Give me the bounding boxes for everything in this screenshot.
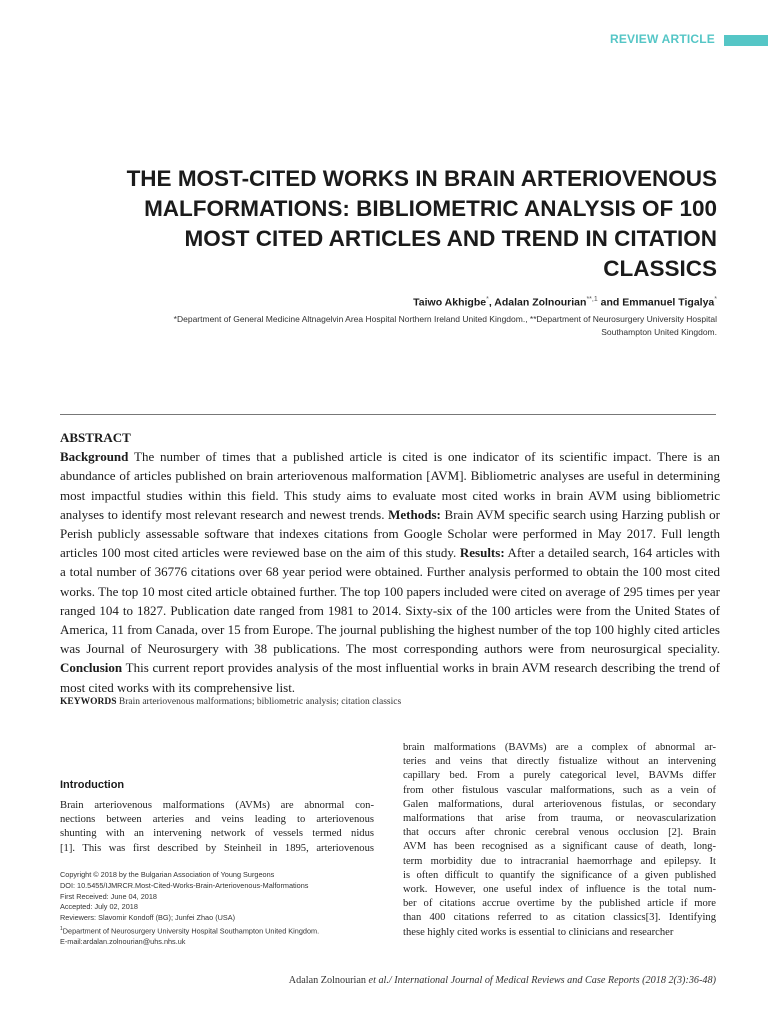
- title-line: MALFORMATIONS: BIBLIOMETRIC ANALYSIS OF 100: [144, 196, 717, 221]
- text-line: that occurs after chronic cerebral venous occlusion [2]. Brain: [403, 827, 716, 839]
- text-line: from other fistulous vascular malformations, such as a vein of: [403, 784, 716, 796]
- text-line: AVM has been recognised as a significant cause of death, long-: [403, 841, 716, 853]
- text-line: Brain arteriovenous malformations (AVMs) are abnormal con-: [60, 800, 374, 811]
- text-line: is often difficult to quantify the significance of a given published: [403, 869, 716, 881]
- abstract-background-label: Background: [60, 449, 129, 465]
- title-line: MOST CITED ARTICLES AND TREND IN CITATION: [184, 226, 717, 251]
- author-name: Taiwo Akhigbe: [413, 296, 487, 309]
- text-line: than 400 citations referred to as citation classics[3]. Identifying: [403, 912, 716, 924]
- accepted-line: Accepted: July 02, 2018: [60, 902, 138, 912]
- author-name: Adalan Zolnourian: [494, 296, 587, 309]
- affiliation-line: *Department of General Medicine Altnagelvin Area Hospital Northern Ireland United Kingdom., **Department of Neurosurgery University Hospital: [173, 314, 717, 324]
- text-line: term morbidity due to intracranial haemorrhage and epilepsy. It: [403, 855, 716, 867]
- introduction-left-column: [60, 799, 374, 856]
- abstract-methods-label: Methods:: [388, 506, 441, 522]
- keywords: [60, 697, 720, 707]
- author-name: Emmanuel Tigalya: [622, 296, 715, 309]
- page-footer: [200, 975, 716, 986]
- author-separator: and: [597, 296, 623, 309]
- received-line: First Received: June 04, 2018: [60, 891, 157, 901]
- text-line: shunting with an intervening network of vessels termed nidus: [60, 828, 374, 840]
- article-type-label: REVIEW ARTICLE: [609, 32, 715, 46]
- text-line: Galen malformations, dural arteriovenous fistulas, or secondary: [403, 798, 716, 810]
- footer-author: Adalan Zolnourian: [288, 975, 366, 986]
- abstract-conclusion-text: This current report provides analysis of the most influential works in brain AVM research describing the trend of most cited works with its comprehensive list.: [60, 660, 720, 695]
- abstract-results-text: After a detailed search, 164 articles with a total number of 36776 citations over 68 year period were obtained. Further analysis performed to obtain the 100 most cited works. The top 10 most cited article obtained further. The top 100 papers included were cited on average of 295 times per year ranged 104 to 1827. Publication date ranged from 1981 to 2014. Sixty-six of the 100 articles were from the United States of America, 11 from Canada, over 15 from Europe. The journal publishing the highest number of the top 100 highly cited articles was Journal of Neurosurgery with 38 publications. The most corresponding authors were from neurosurgical speciality.: [60, 545, 720, 657]
- text-line: nections between arteries and veins leading to arteriovenous: [60, 814, 374, 826]
- abstract: [60, 428, 720, 697]
- text-line: [1]. This was first described by Steinheil in 1895, arteriovenous: [60, 842, 374, 854]
- introduction-right-column: [403, 741, 716, 940]
- text-line: these highly cited works is essential to clinicians and researcher: [403, 926, 674, 938]
- copyright-block: [60, 870, 390, 948]
- abstract-heading: ABSTRACT: [60, 430, 131, 445]
- author-affiliation-mark: *: [486, 296, 489, 303]
- keywords-text: Brain arteriovenous malformations; bibliometric analysis; citation classics: [116, 697, 402, 707]
- keywords-label: KEYWORDS: [60, 697, 117, 707]
- abstract-results-label: Results:: [459, 545, 505, 561]
- email-line[interactable]: E-mail:ardalan.zolnourian@uhs.nhs.uk: [60, 937, 186, 947]
- author-affiliation-mark: *: [714, 296, 717, 303]
- text-line: brain malformations (BAVMs) are a complex of abnormal ar-: [403, 742, 716, 753]
- abstract-body: [60, 447, 720, 697]
- affiliations: [60, 313, 717, 339]
- doi-line: DOI: 10.5455/IJMRCR.Most-Cited-Works-Brain-Arteriovenous-Malformations: [60, 880, 309, 890]
- footer-citation: et al./ International Journal of Medical Reviews and Case Reports (2018 2(3):36-48): [366, 975, 716, 986]
- text-line: teries and veins that directly fistualize without an intervening: [403, 756, 716, 768]
- introduction-heading: Introduction: [60, 779, 125, 791]
- affiliation-line: Southampton United Kingdom.: [601, 327, 717, 337]
- text-line: work. However, one useful index of influence is the total num-: [403, 884, 716, 896]
- author-separator: ,: [488, 296, 495, 309]
- correspondence-affiliation-text: Department of Neurosurgery University Hospital Southampton United Kingdom.: [62, 926, 320, 936]
- copyright-line: Copyright © 2018 by the Bulgarian Association of Young Surgeons: [60, 870, 275, 879]
- article-title: [40, 164, 717, 284]
- title-line: THE MOST-CITED WORKS IN BRAIN ARTERIOVENOUS: [126, 166, 717, 191]
- title-line: CLASSICS: [603, 256, 717, 281]
- reviewers-line: Reviewers: Slavomir Kondoff (BG); Junfei Zhao (USA): [60, 913, 236, 923]
- affiliation-mark: 1: [60, 925, 63, 932]
- abstract-methods-text: Brain AVM specific search using Harzing publish or Perish publicly assessable software that indexes citations from Google Scholar were performed in May 2017. Full length articles 100 most cited articles were reviewed base on the aim of this study.: [60, 506, 720, 561]
- section-divider: [60, 414, 716, 415]
- accent-bar: [724, 35, 768, 46]
- abstract-conclusion-label: Conclusion: [60, 660, 123, 676]
- abstract-background-text: The number of times that a published article is cited is one indicator of its scientific impact. There is an abundance of articles published on brain arteriovenous malformation [AVM]. Bibliometric analyses are useful in determining most impactful studies within this field. This study aims to evaluate most cited works in brain AVM using bibliometric analyses to identify most relevant research and newest trends.: [60, 449, 720, 522]
- correspondence-affiliation-line: [60, 924, 390, 937]
- text-line: malformations that arise from trauma, or neovascularization: [403, 813, 716, 825]
- author-affiliation-mark: **,1: [586, 296, 598, 303]
- text-line: capillary bed. From a purely categorical level, BAVMs differ: [403, 770, 716, 782]
- author-list: [200, 296, 717, 309]
- text-line: ber of citations accrue overtime by the published article if more: [403, 898, 716, 910]
